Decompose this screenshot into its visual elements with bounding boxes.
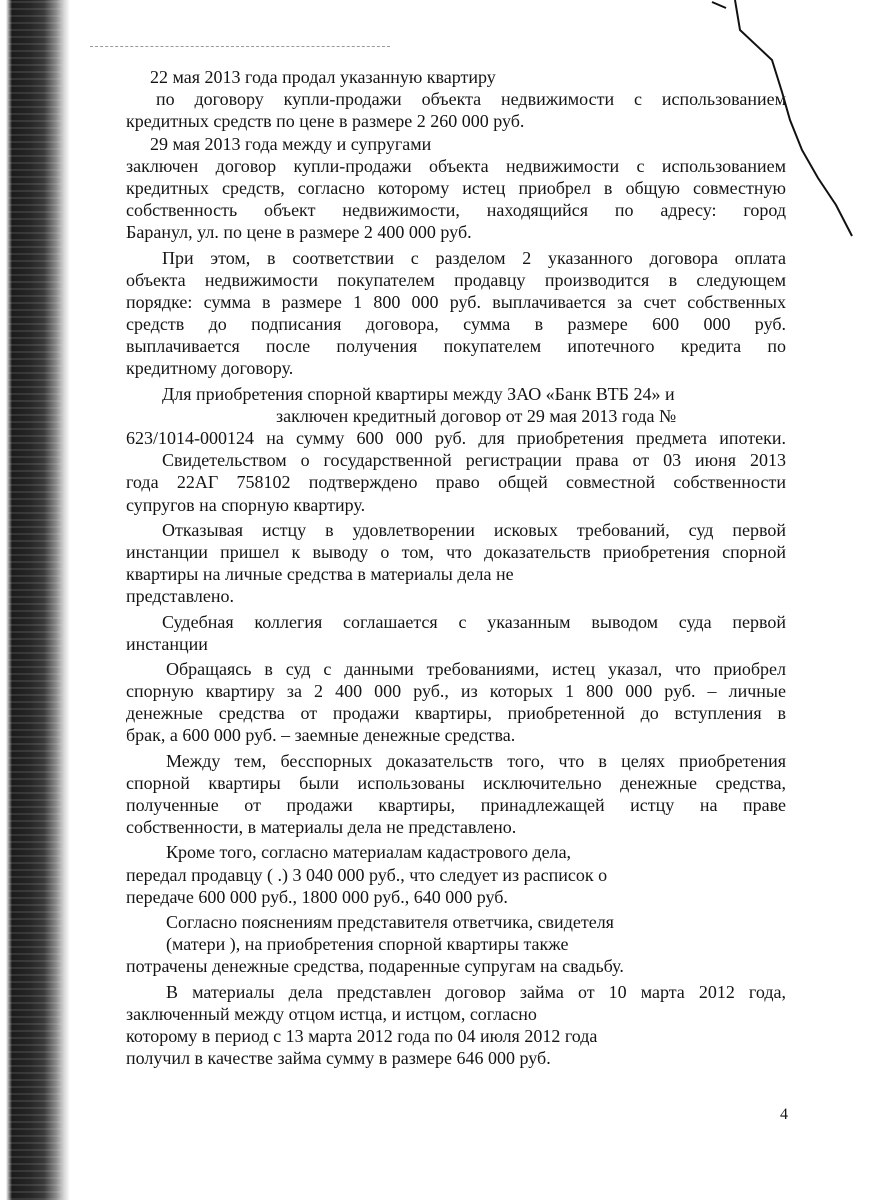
text-line: кредитных средств, согласно которому истец приобрел в общую совместную [126,177,786,198]
scan-edge-texture [8,0,62,1200]
text-line: брак, а 600 000 руб. – заемные денежные средства. [126,725,516,746]
text-line: 623/1014-000124 на сумму 600 000 руб. для приобретения предмета ипотеки. [126,428,786,448]
text-line: Свидетельством о государственной регистрации права от 03 июня 2013 [162,450,786,471]
text-line: Кроме того, согласно материалам кадастрового дела, [166,842,572,863]
text-line: супругов на спорную квартиру. [126,494,366,515]
text-line: спорной квартиры были использованы исключительно денежные средства, [126,772,786,793]
text-line: передаче 600 000 руб., 1800 000 руб., 640 000 руб. [126,886,508,907]
text-line: 29 мая 2013 года между и супругами [150,133,432,154]
document-body [126,66,786,1069]
text-line: порядке: сумма в размере 1 800 000 руб. выплачивается за счет собственных [126,291,786,312]
text-line: заключен договор купли-продажи объекта недвижимости с использованием [126,155,786,176]
text-line: Баранул, ул. по цене в размере 2 400 000 руб. [126,222,472,243]
text-line: по договору купли-продажи объекта недвижимости с использованием [156,89,786,110]
text-line: собственность объект недвижимости, находящийся по адресу: город [126,200,786,221]
text-line: (матери ), на приобретения спорной квартиры также [166,934,569,955]
text-line: инстанции [126,633,208,654]
text-line: При этом, в соответствии с разделом 2 указанного договора оплата [162,247,786,268]
text-line: которому в период с 13 марта 2012 года по 04 июля 2012 года [126,1025,598,1046]
text-line: средств до подписания договора, сумма в размере 600 000 руб. [126,314,786,335]
scan-top-rule [90,46,390,47]
text-line: заключенный между отцом истца, и истцом, согласно [126,1003,537,1024]
text-line: получил в качестве займа сумму в размере 646 000 руб. [126,1048,551,1069]
text-line: кредитному договору. [126,358,294,379]
text-line: спорную квартиру за 2 400 000 руб., из которых 1 800 000 руб. – личные [126,681,786,702]
text-line: Судебная коллегия соглашается с указанным выводом суда первой [162,611,786,632]
text-line: инстанции пришел к выводу о том, что доказательств приобретения спорной [126,541,786,562]
text-line: кредитных средств по цене в размере 2 260 000 руб. [126,111,525,132]
text-line: заключен кредитный договор от 29 мая 2013 года № [276,405,677,426]
text-line: представлено. [126,586,234,607]
text-line: выплачивается после получения покупателем ипотечного кредита по [126,336,786,357]
text-line: потрачены денежные средства, подаренные супругам на свадьбу. [126,956,624,977]
text-line: 22 мая 2013 года продал указанную квартиру [150,67,496,87]
text-line: передал продавцу ( .) 3 040 000 руб., что следует из расписок о [126,864,608,885]
text-line: года 22АГ 758102 подтверждено право общей совместной собственности [126,472,786,493]
text-line: собственности, в материалы дела не представлено. [126,817,517,838]
text-line: Обращаясь в суд с данными требованиями, истец указал, что приобрел [166,658,786,679]
text-line: полученные от продажи квартиры, принадлежащей истцу на праве [126,795,786,815]
text-line: В материалы дела представлен договор займа от 10 марта 2012 года, [166,981,786,1002]
text-line: Согласно пояснениям представителя ответчика, свидетеля [166,911,614,932]
text-line: денежные средства от продажи квартиры, приобретенной до вступления в [126,703,786,724]
text-line: квартиры на личные средства в материалы дела не [126,564,514,585]
text-line: Для приобретения спорной квартиры между ЗАО «Банк ВТБ 24» и [162,383,675,404]
text-line: Отказывая истцу в удовлетворении исковых требований, суд первой [162,519,786,540]
text-line: объекта недвижимости покупателем продавцу производится в следующем [126,269,786,290]
page-number: 4 [780,1106,788,1123]
text-line: Между тем, бесспорных доказательств того, что в целях приобретения [166,750,786,771]
